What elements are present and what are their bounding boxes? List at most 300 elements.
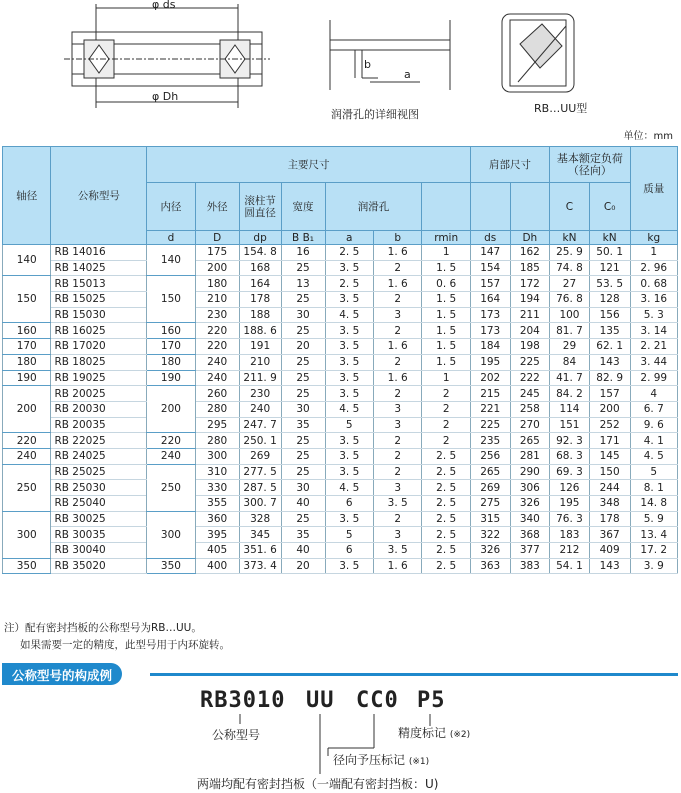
cell-ds: 173 bbox=[470, 323, 510, 339]
cell-shaft: 140 bbox=[3, 245, 51, 276]
header-shoulder: 肩部尺寸 bbox=[470, 147, 549, 183]
cell-Dh: 162 bbox=[510, 245, 550, 261]
cell-ds: 221 bbox=[470, 401, 510, 417]
cell-D: 180 bbox=[195, 276, 239, 292]
cell-b: 2 bbox=[373, 386, 421, 402]
header-C0: C₀ bbox=[589, 183, 630, 231]
spec-table bbox=[2, 146, 678, 574]
table-row bbox=[3, 417, 678, 433]
cell-shaft: 250 bbox=[3, 464, 51, 511]
cell-C0: 157 bbox=[589, 386, 630, 402]
sym-Dh: Dh bbox=[510, 231, 550, 245]
cell-ds: 195 bbox=[470, 354, 510, 370]
cell-shaft: 180 bbox=[3, 354, 51, 370]
cell-D: 355 bbox=[195, 496, 239, 512]
cell-r: 1. 5 bbox=[422, 307, 470, 323]
cell-ds: 265 bbox=[470, 464, 510, 480]
cell-Dh: 270 bbox=[510, 417, 550, 433]
cell-C0: 145 bbox=[589, 448, 630, 464]
cell-a: 5 bbox=[325, 527, 373, 543]
cell-D: 210 bbox=[195, 292, 239, 308]
cell-dp: 345 bbox=[239, 527, 281, 543]
cell-model: RB 20030 bbox=[51, 401, 147, 417]
cell-B: 20 bbox=[281, 339, 325, 355]
cell-B: 40 bbox=[281, 543, 325, 559]
cell-dp: 188 bbox=[239, 307, 281, 323]
cell-inner-d: 350 bbox=[147, 558, 195, 574]
cell-dp: 373. 4 bbox=[239, 558, 281, 574]
cell-model: RB 25025 bbox=[51, 464, 147, 480]
cell-ds: 322 bbox=[470, 527, 510, 543]
cell-b: 2 bbox=[373, 292, 421, 308]
cell-r: 2 bbox=[422, 401, 470, 417]
label-model: 公称型号 bbox=[212, 728, 261, 742]
cell-C0: 121 bbox=[589, 260, 630, 276]
cell-C0: 348 bbox=[589, 496, 630, 512]
cell-shaft: 170 bbox=[3, 339, 51, 355]
cell-b: 2 bbox=[373, 323, 421, 339]
cell-C0: 82. 9 bbox=[589, 370, 630, 386]
cell-kg: 5 bbox=[630, 464, 677, 480]
cell-a: 5 bbox=[325, 417, 373, 433]
cell-C: 212 bbox=[550, 543, 590, 559]
cell-a: 3. 5 bbox=[325, 448, 373, 464]
cell-Dh: 377 bbox=[510, 543, 550, 559]
cell-a: 2. 5 bbox=[325, 276, 373, 292]
cell-shaft: 350 bbox=[3, 558, 51, 574]
table-row bbox=[3, 433, 678, 449]
cell-kg: 2. 99 bbox=[630, 370, 677, 386]
cell-model: RB 30035 bbox=[51, 527, 147, 543]
code-precision: P5 bbox=[417, 688, 446, 713]
cell-dp: 188. 6 bbox=[239, 323, 281, 339]
cell-model: RB 22025 bbox=[51, 433, 147, 449]
cell-C: 25. 9 bbox=[550, 245, 590, 261]
cell-dp: 240 bbox=[239, 401, 281, 417]
cell-dp: 154. 8 bbox=[239, 245, 281, 261]
cell-b: 1. 6 bbox=[373, 276, 421, 292]
cell-D: 330 bbox=[195, 480, 239, 496]
cell-B: 20 bbox=[281, 558, 325, 574]
cell-dp: 247. 7 bbox=[239, 417, 281, 433]
cell-r: 1. 5 bbox=[422, 260, 470, 276]
cell-shaft: 160 bbox=[3, 323, 51, 339]
sym-D: D bbox=[195, 231, 239, 245]
cell-D: 240 bbox=[195, 354, 239, 370]
cell-inner-d: 190 bbox=[147, 370, 195, 386]
header-roller-pitch: 滚柱节圆直径 bbox=[239, 183, 281, 231]
cell-D: 280 bbox=[195, 401, 239, 417]
cell-Dh: 172 bbox=[510, 276, 550, 292]
label-seal: 两端均配有密封挡板（一端配有密封挡板：U) bbox=[197, 777, 439, 791]
cell-a: 3. 5 bbox=[325, 354, 373, 370]
cell-a: 3. 5 bbox=[325, 323, 373, 339]
cell-inner-d: 200 bbox=[147, 386, 195, 433]
cell-shaft: 150 bbox=[3, 276, 51, 323]
label-Dh: φ Dh bbox=[152, 90, 179, 103]
cell-C: 84. 2 bbox=[550, 386, 590, 402]
cell-ds: 215 bbox=[470, 386, 510, 402]
cell-r: 1. 5 bbox=[422, 354, 470, 370]
table-row bbox=[3, 323, 678, 339]
label-b: b bbox=[364, 58, 371, 71]
label-ds: φ ds bbox=[152, 0, 176, 11]
cell-Dh: 225 bbox=[510, 354, 550, 370]
sym-r: rmin bbox=[422, 231, 470, 245]
cell-dp: 168 bbox=[239, 260, 281, 276]
table-row bbox=[3, 370, 678, 386]
cell-C: 69. 3 bbox=[550, 464, 590, 480]
cell-B: 30 bbox=[281, 401, 325, 417]
cell-C0: 53. 5 bbox=[589, 276, 630, 292]
code-preload: CC0 bbox=[356, 688, 399, 713]
cell-D: 260 bbox=[195, 386, 239, 402]
cell-inner-d: 300 bbox=[147, 511, 195, 558]
cell-model: RB 25040 bbox=[51, 496, 147, 512]
cell-C: 114 bbox=[550, 401, 590, 417]
sym-ds: ds bbox=[470, 231, 510, 245]
cell-Dh: 265 bbox=[510, 433, 550, 449]
cell-C: 92. 3 bbox=[550, 433, 590, 449]
cell-b: 3 bbox=[373, 417, 421, 433]
header-width: 宽度 bbox=[281, 183, 325, 231]
cell-inner-d: 150 bbox=[147, 276, 195, 323]
cell-D: 175 bbox=[195, 245, 239, 261]
cell-B: 25 bbox=[281, 354, 325, 370]
cell-shaft: 240 bbox=[3, 448, 51, 464]
cell-C: 74. 8 bbox=[550, 260, 590, 276]
cell-r: 1. 5 bbox=[422, 339, 470, 355]
cell-D: 295 bbox=[195, 417, 239, 433]
cell-ds: 202 bbox=[470, 370, 510, 386]
cell-C0: 252 bbox=[589, 417, 630, 433]
cell-dp: 250. 1 bbox=[239, 433, 281, 449]
cell-B: 35 bbox=[281, 417, 325, 433]
table-row bbox=[3, 448, 678, 464]
note-line1: 注）配有密封挡板的公称型号为RB…UU。 bbox=[4, 622, 202, 634]
cell-dp: 211. 9 bbox=[239, 370, 281, 386]
cell-C0: 409 bbox=[589, 543, 630, 559]
cell-r: 0. 6 bbox=[422, 276, 470, 292]
cell-b: 1. 6 bbox=[373, 558, 421, 574]
cell-b: 2 bbox=[373, 354, 421, 370]
table-row bbox=[3, 292, 678, 308]
cell-C: 81. 7 bbox=[550, 323, 590, 339]
cell-b: 3. 5 bbox=[373, 543, 421, 559]
cell-C0: 50. 1 bbox=[589, 245, 630, 261]
cell-model: RB 25030 bbox=[51, 480, 147, 496]
cell-C0: 150 bbox=[589, 464, 630, 480]
cell-kg: 3. 16 bbox=[630, 292, 677, 308]
cell-C: 76. 3 bbox=[550, 511, 590, 527]
header-lube: 润滑孔 bbox=[325, 183, 422, 231]
sym-d: d bbox=[147, 231, 195, 245]
cell-model: RB 19025 bbox=[51, 370, 147, 386]
cell-dp: 328 bbox=[239, 511, 281, 527]
cell-model: RB 35020 bbox=[51, 558, 147, 574]
cell-ds: 147 bbox=[470, 245, 510, 261]
header-C: C bbox=[550, 183, 590, 231]
cell-Dh: 198 bbox=[510, 339, 550, 355]
cell-C0: 367 bbox=[589, 527, 630, 543]
cell-dp: 230 bbox=[239, 386, 281, 402]
cell-C0: 171 bbox=[589, 433, 630, 449]
cell-D: 220 bbox=[195, 339, 239, 355]
cell-Dh: 340 bbox=[510, 511, 550, 527]
cell-D: 200 bbox=[195, 260, 239, 276]
cell-kg: 0. 68 bbox=[630, 276, 677, 292]
cell-C: 68. 3 bbox=[550, 448, 590, 464]
cell-ds: 256 bbox=[470, 448, 510, 464]
cell-dp: 178 bbox=[239, 292, 281, 308]
cell-model: RB 20035 bbox=[51, 417, 147, 433]
cell-kg: 3. 44 bbox=[630, 354, 677, 370]
cell-C0: 143 bbox=[589, 558, 630, 574]
sym-b: b bbox=[373, 231, 421, 245]
cell-r: 1. 5 bbox=[422, 323, 470, 339]
cell-r: 2. 5 bbox=[422, 496, 470, 512]
header-blank-ds bbox=[470, 183, 510, 231]
table-row bbox=[3, 480, 678, 496]
cell-b: 2 bbox=[373, 464, 421, 480]
cell-b: 2 bbox=[373, 433, 421, 449]
cell-B: 30 bbox=[281, 307, 325, 323]
cell-r: 2. 5 bbox=[422, 527, 470, 543]
cell-shaft: 190 bbox=[3, 370, 51, 386]
table-row bbox=[3, 276, 678, 292]
cell-ds: 315 bbox=[470, 511, 510, 527]
label-a: a bbox=[404, 68, 411, 81]
caption-detail-view: 润滑孔的详细视图 bbox=[331, 108, 419, 121]
cell-ds: 363 bbox=[470, 558, 510, 574]
table-row bbox=[3, 496, 678, 512]
cell-C: 29 bbox=[550, 339, 590, 355]
cell-C: 100 bbox=[550, 307, 590, 323]
cell-r: 2. 5 bbox=[422, 464, 470, 480]
cell-b: 1. 6 bbox=[373, 370, 421, 386]
cell-model: RB 30025 bbox=[51, 511, 147, 527]
table-row bbox=[3, 464, 678, 480]
cell-B: 25 bbox=[281, 433, 325, 449]
cell-Dh: 211 bbox=[510, 307, 550, 323]
code-model: RB3010 bbox=[200, 688, 286, 713]
header-inner: 内径 bbox=[147, 183, 195, 231]
sym-kN-C0: kN bbox=[589, 231, 630, 245]
label-preload: 径向予压标记 (※1) bbox=[333, 753, 430, 767]
cell-Dh: 222 bbox=[510, 370, 550, 386]
cell-b: 3 bbox=[373, 527, 421, 543]
cell-model: RB 14025 bbox=[51, 260, 147, 276]
cell-r: 1. 5 bbox=[422, 292, 470, 308]
diagram-area bbox=[0, 0, 681, 125]
cell-Dh: 368 bbox=[510, 527, 550, 543]
cell-Dh: 194 bbox=[510, 292, 550, 308]
cell-a: 3. 5 bbox=[325, 339, 373, 355]
cell-kg: 14. 8 bbox=[630, 496, 677, 512]
table-row bbox=[3, 386, 678, 402]
cell-C0: 244 bbox=[589, 480, 630, 496]
cell-b: 3 bbox=[373, 480, 421, 496]
cell-a: 3. 5 bbox=[325, 370, 373, 386]
cell-D: 280 bbox=[195, 433, 239, 449]
unit-label: 单位：mm bbox=[623, 131, 673, 142]
note-line2: 如果需要一定的精度，此型号用于内环旋转。 bbox=[20, 639, 230, 651]
cell-Dh: 281 bbox=[510, 448, 550, 464]
code-seal: UU bbox=[306, 688, 335, 713]
cell-ds: 164 bbox=[470, 292, 510, 308]
composition-leaders bbox=[0, 712, 681, 782]
cell-a: 4. 5 bbox=[325, 480, 373, 496]
cell-C0: 200 bbox=[589, 401, 630, 417]
cell-model: RB 15013 bbox=[51, 276, 147, 292]
cell-b: 2 bbox=[373, 511, 421, 527]
cell-dp: 277. 5 bbox=[239, 464, 281, 480]
cell-C0: 143 bbox=[589, 354, 630, 370]
cell-Dh: 204 bbox=[510, 323, 550, 339]
cell-ds: 184 bbox=[470, 339, 510, 355]
cell-a: 2. 5 bbox=[325, 245, 373, 261]
cell-dp: 300. 7 bbox=[239, 496, 281, 512]
cell-a: 3. 5 bbox=[325, 511, 373, 527]
cell-inner-d: 240 bbox=[147, 448, 195, 464]
cell-C0: 156 bbox=[589, 307, 630, 323]
cell-ds: 225 bbox=[470, 417, 510, 433]
cell-C0: 135 bbox=[589, 323, 630, 339]
cell-B: 16 bbox=[281, 245, 325, 261]
cell-a: 3. 5 bbox=[325, 292, 373, 308]
cell-D: 395 bbox=[195, 527, 239, 543]
cell-shaft: 220 bbox=[3, 433, 51, 449]
caption-uu-type: RB…UU型 bbox=[534, 102, 588, 115]
cell-C: 195 bbox=[550, 496, 590, 512]
cell-kg: 6. 7 bbox=[630, 401, 677, 417]
cell-kg: 9. 6 bbox=[630, 417, 677, 433]
header-model: 公称型号 bbox=[51, 147, 147, 245]
cell-Dh: 258 bbox=[510, 401, 550, 417]
cell-a: 3. 5 bbox=[325, 260, 373, 276]
cell-kg: 2. 21 bbox=[630, 339, 677, 355]
cell-C0: 62. 1 bbox=[589, 339, 630, 355]
cell-r: 2 bbox=[422, 433, 470, 449]
table-row bbox=[3, 511, 678, 527]
cell-C0: 128 bbox=[589, 292, 630, 308]
cell-D: 300 bbox=[195, 448, 239, 464]
cell-ds: 173 bbox=[470, 307, 510, 323]
cell-r: 2. 5 bbox=[422, 511, 470, 527]
cell-a: 3. 5 bbox=[325, 386, 373, 402]
cell-D: 240 bbox=[195, 370, 239, 386]
cell-D: 405 bbox=[195, 543, 239, 559]
cell-kg: 4 bbox=[630, 386, 677, 402]
cell-C: 183 bbox=[550, 527, 590, 543]
cell-B: 40 bbox=[281, 496, 325, 512]
cell-C: 126 bbox=[550, 480, 590, 496]
cell-ds: 157 bbox=[470, 276, 510, 292]
cell-dp: 210 bbox=[239, 354, 281, 370]
cell-D: 360 bbox=[195, 511, 239, 527]
cell-a: 3. 5 bbox=[325, 464, 373, 480]
table-row bbox=[3, 401, 678, 417]
header-load-rating: 基本额定负荷（径向） bbox=[550, 147, 630, 183]
sym-B: B B₁ bbox=[281, 231, 325, 245]
cell-D: 400 bbox=[195, 558, 239, 574]
cell-dp: 191 bbox=[239, 339, 281, 355]
header-shaft-dia: 轴径 bbox=[3, 147, 51, 245]
cell-Dh: 306 bbox=[510, 480, 550, 496]
cell-r: 2. 5 bbox=[422, 448, 470, 464]
cell-kg: 8. 1 bbox=[630, 480, 677, 496]
composition-badge: 公称型号的构成例 bbox=[2, 663, 122, 685]
cell-C: 41. 7 bbox=[550, 370, 590, 386]
cell-shaft: 200 bbox=[3, 386, 51, 433]
cell-kg: 4. 5 bbox=[630, 448, 677, 464]
cell-a: 4. 5 bbox=[325, 307, 373, 323]
cell-a: 6 bbox=[325, 496, 373, 512]
cell-b: 2 bbox=[373, 260, 421, 276]
cell-B: 35 bbox=[281, 527, 325, 543]
cell-ds: 154 bbox=[470, 260, 510, 276]
table-row bbox=[3, 245, 678, 261]
cell-B: 25 bbox=[281, 448, 325, 464]
cell-Dh: 326 bbox=[510, 496, 550, 512]
header-blank-r bbox=[422, 183, 470, 231]
cell-kg: 4. 1 bbox=[630, 433, 677, 449]
cell-r: 2 bbox=[422, 417, 470, 433]
cell-kg: 5. 3 bbox=[630, 307, 677, 323]
cell-C: 54. 1 bbox=[550, 558, 590, 574]
cell-r: 2. 5 bbox=[422, 558, 470, 574]
cell-model: RB 17020 bbox=[51, 339, 147, 355]
cell-a: 6 bbox=[325, 543, 373, 559]
cell-a: 4. 5 bbox=[325, 401, 373, 417]
table-row bbox=[3, 543, 678, 559]
cell-ds: 326 bbox=[470, 543, 510, 559]
cell-B: 25 bbox=[281, 386, 325, 402]
cell-kg: 2. 96 bbox=[630, 260, 677, 276]
cell-model: RB 24025 bbox=[51, 448, 147, 464]
spec-table-body bbox=[3, 245, 678, 574]
cell-a: 3. 5 bbox=[325, 433, 373, 449]
cell-Dh: 185 bbox=[510, 260, 550, 276]
cell-Dh: 290 bbox=[510, 464, 550, 480]
cell-kg: 13. 4 bbox=[630, 527, 677, 543]
cell-B: 25 bbox=[281, 292, 325, 308]
section-rule bbox=[150, 673, 678, 676]
cell-ds: 235 bbox=[470, 433, 510, 449]
cell-inner-d: 160 bbox=[147, 323, 195, 339]
cell-b: 1. 6 bbox=[373, 245, 421, 261]
table-row bbox=[3, 558, 678, 574]
cell-model: RB 15025 bbox=[51, 292, 147, 308]
cell-C: 151 bbox=[550, 417, 590, 433]
header-outer: 外径 bbox=[195, 183, 239, 231]
cell-shaft: 300 bbox=[3, 511, 51, 558]
cell-D: 220 bbox=[195, 323, 239, 339]
sym-kN-C: kN bbox=[550, 231, 590, 245]
cell-b: 1. 6 bbox=[373, 339, 421, 355]
cell-model: RB 15030 bbox=[51, 307, 147, 323]
table-row bbox=[3, 260, 678, 276]
sym-dp: dp bbox=[239, 231, 281, 245]
cell-B: 30 bbox=[281, 480, 325, 496]
cell-C: 84 bbox=[550, 354, 590, 370]
sym-kg: kg bbox=[630, 231, 677, 245]
cell-C: 76. 8 bbox=[550, 292, 590, 308]
header-blank-dh bbox=[510, 183, 550, 231]
cell-C: 27 bbox=[550, 276, 590, 292]
cell-ds: 275 bbox=[470, 496, 510, 512]
cell-r: 2 bbox=[422, 386, 470, 402]
